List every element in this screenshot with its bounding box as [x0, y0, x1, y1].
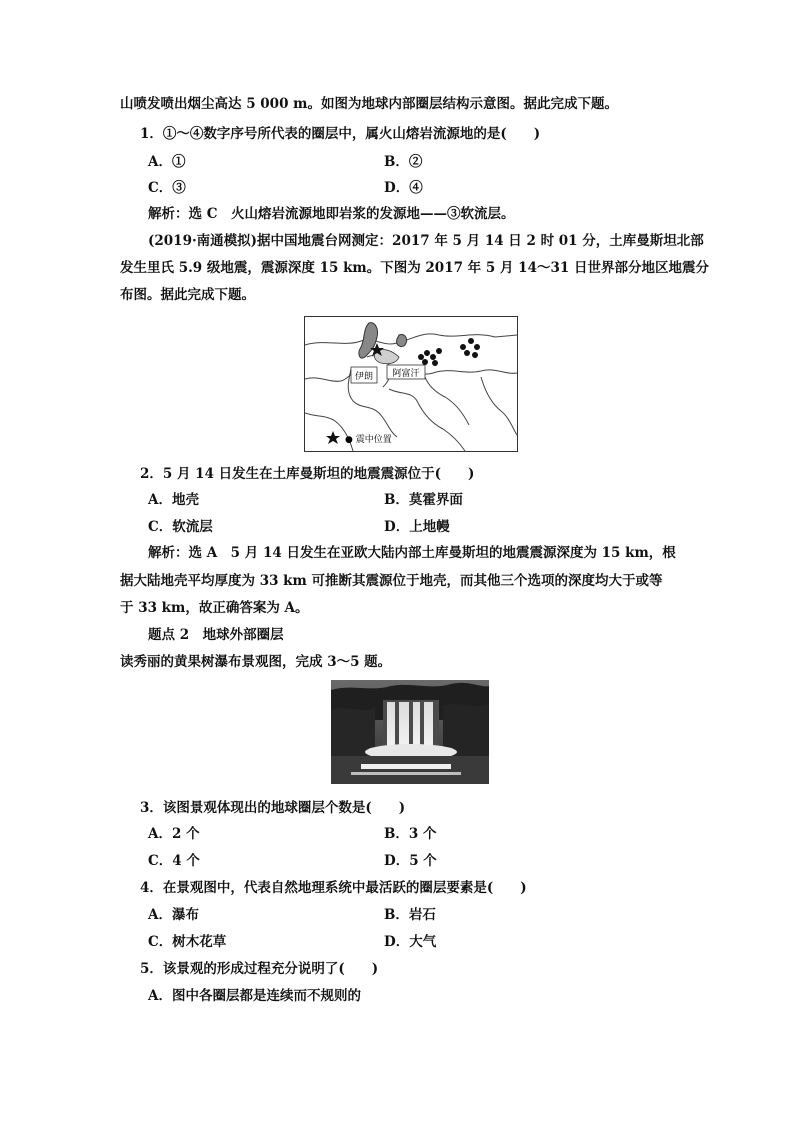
topic-heading: 题点 2 地球外部圈层	[148, 627, 284, 643]
epicentre-dot	[472, 352, 478, 358]
epicentre-dot	[430, 354, 436, 360]
label-iran: 伊朗	[354, 372, 374, 382]
epicentre-dot	[464, 350, 470, 356]
epicentre-dot	[474, 344, 480, 350]
option-1a: A．①	[148, 154, 186, 170]
earthquake-map	[304, 316, 518, 452]
epicentre-dot	[432, 360, 438, 366]
option-1c: C．③	[148, 180, 186, 196]
paragraph-line: 发生里氏 5.9 级地震，震源深度 15 km。下图为 2017 年 5 月 14～31 日世界部分地区地震分	[120, 260, 709, 276]
paragraph-line: 山喷发喷出烟尘高达 5 000 m。如图为地球内部圈层结构示意图。据此完成下题。	[120, 96, 618, 112]
option-2a: A．地壳	[148, 492, 199, 508]
waterfall-photo	[331, 680, 489, 784]
question-5: 5．该景观的形成过程充分说明了( )	[140, 961, 379, 977]
analysis-2: 解析：选 A 5 月 14 日发生在亚欧大陆内部土库曼斯坦的地震震源深度为 15 km，根	[148, 545, 676, 561]
question-3: 3．该图景观体现出的地球圈层个数是( )	[140, 800, 406, 816]
epicentre-dot	[422, 359, 428, 365]
option-2c: C．软流层	[148, 519, 213, 535]
label-afghanistan: 阿富汗	[392, 369, 420, 379]
option-4d: D．大气	[384, 934, 437, 950]
analysis-1: 解析：选 C 火山熔岩流源地即岩浆的发源地——③软流层。	[148, 206, 515, 222]
question-4: 4．在景观图中，代表自然地理系统中最活跃的圈层要素是( )	[140, 880, 527, 896]
analysis-2-cont: 于 33 km，故正确答案为 A。	[120, 600, 309, 616]
option-3c: C．4 个	[148, 853, 200, 869]
legend-star-icon	[326, 431, 340, 444]
paragraph-line: (2019·南通模拟)据中国地震台网测定：2017 年 5 月 14 日 2 时 01 分，土库曼斯坦北部	[148, 233, 704, 249]
epicentre-dot	[468, 338, 474, 344]
epicentre-dot	[418, 354, 424, 360]
epicentre-dot	[424, 350, 430, 356]
option-5a: A．图中各圈层都是连续而不规则的	[148, 988, 361, 1004]
instruction: 读秀丽的黄果树瀑布景观图，完成 3～5 题。	[120, 654, 392, 670]
paragraph-line: 布图。据此完成下题。	[120, 287, 255, 303]
option-2d: D．上地幔	[384, 519, 450, 535]
option-4c: C．树木花草	[148, 934, 227, 950]
option-3a: A．2 个	[148, 826, 200, 842]
analysis-2-cont: 据大陆地壳平均厚度为 33 km 可推断其震源位于地壳，而其他三个选项的深度均大于或等	[120, 573, 663, 589]
epicentre-dot	[460, 344, 466, 350]
option-4a: A．瀑布	[148, 907, 199, 923]
option-3b: B．3 个	[384, 826, 437, 842]
option-3d: D．5 个	[384, 853, 437, 869]
question-1: 1．①～④数字序号所代表的圈层中，属火山熔岩流源地的是( )	[140, 126, 541, 142]
option-1b: B．②	[384, 154, 423, 170]
epicentre-dot	[436, 348, 442, 354]
map-legend: ● 震中位置	[345, 435, 392, 445]
question-2: 2．5 月 14 日发生在土库曼斯坦的地震震源位于( )	[140, 466, 475, 482]
option-1d: D．④	[384, 180, 423, 196]
option-2b: B．莫霍界面	[384, 492, 463, 508]
option-4b: B．岩石	[384, 907, 436, 923]
map-graphic	[305, 317, 517, 451]
